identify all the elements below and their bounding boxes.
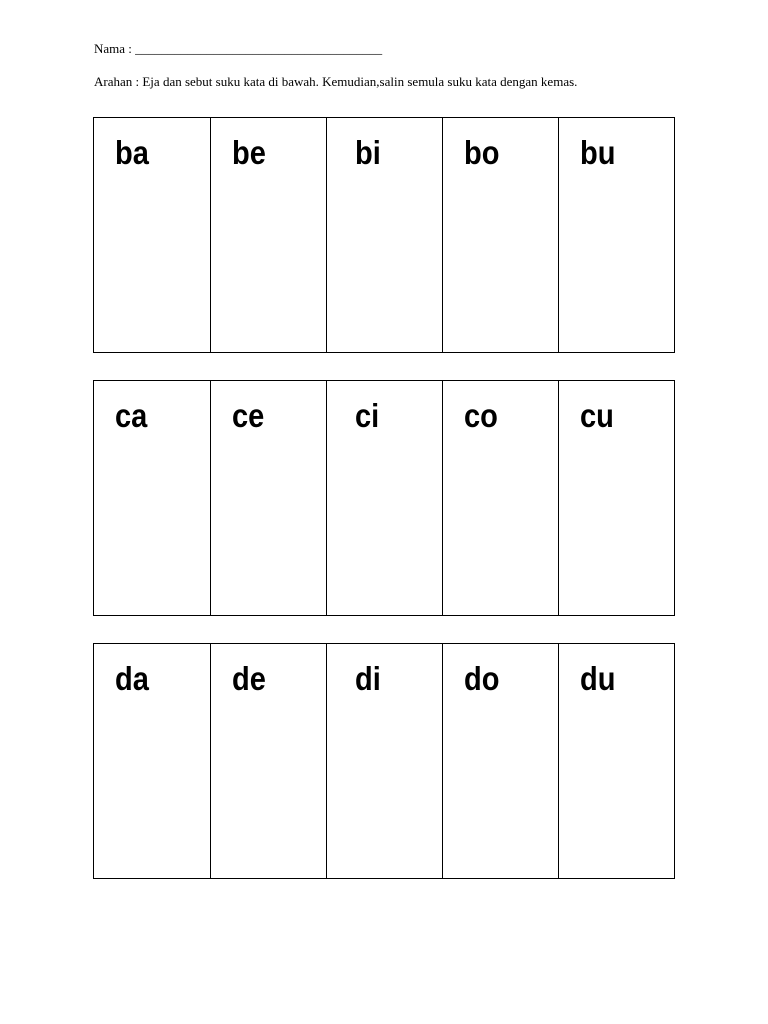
syllable-cell[interactable] [558,118,674,352]
syllable-label: be [232,134,266,171]
syllable-cell[interactable] [210,118,326,352]
instruction-text: Arahan : Eja dan sebut suku kata di bawah. Kemudian,salin semula suku kata dengan kemas. [94,74,578,89]
syllable-grid-c [93,380,675,616]
syllable-cell[interactable] [210,381,326,615]
syllable-cell[interactable] [558,644,674,878]
syllable-cell[interactable] [326,381,442,615]
syllable-label: ba [115,134,149,171]
syllable-cell[interactable] [442,381,558,615]
syllable-cell[interactable] [210,644,326,878]
syllable-cell[interactable] [442,118,558,352]
syllable-label: bo [464,134,500,171]
syllable-label: ca [115,397,148,434]
syllable-cell[interactable] [326,118,442,352]
syllable-label: da [115,660,149,697]
syllable-cell[interactable] [94,381,210,615]
syllable-label: ci [355,397,380,434]
syllable-cell[interactable] [442,644,558,878]
syllable-label: cu [580,397,614,434]
syllable-grid-d [93,643,675,879]
syllable-label: ce [232,397,265,434]
syllable-label: du [580,660,616,697]
syllable-cell[interactable] [94,118,210,352]
syllable-grid-b [93,117,675,353]
syllable-label: bu [580,134,616,171]
syllable-cell[interactable] [326,644,442,878]
syllable-label: de [232,660,266,697]
syllable-cell[interactable] [94,644,210,878]
syllable-label: do [464,660,500,697]
syllable-label: bi [355,134,381,171]
syllable-cell[interactable] [558,381,674,615]
syllable-label: co [464,397,498,434]
syllable-label: di [355,660,381,697]
name-field-label: Nama : ______________________________________ [94,41,383,56]
